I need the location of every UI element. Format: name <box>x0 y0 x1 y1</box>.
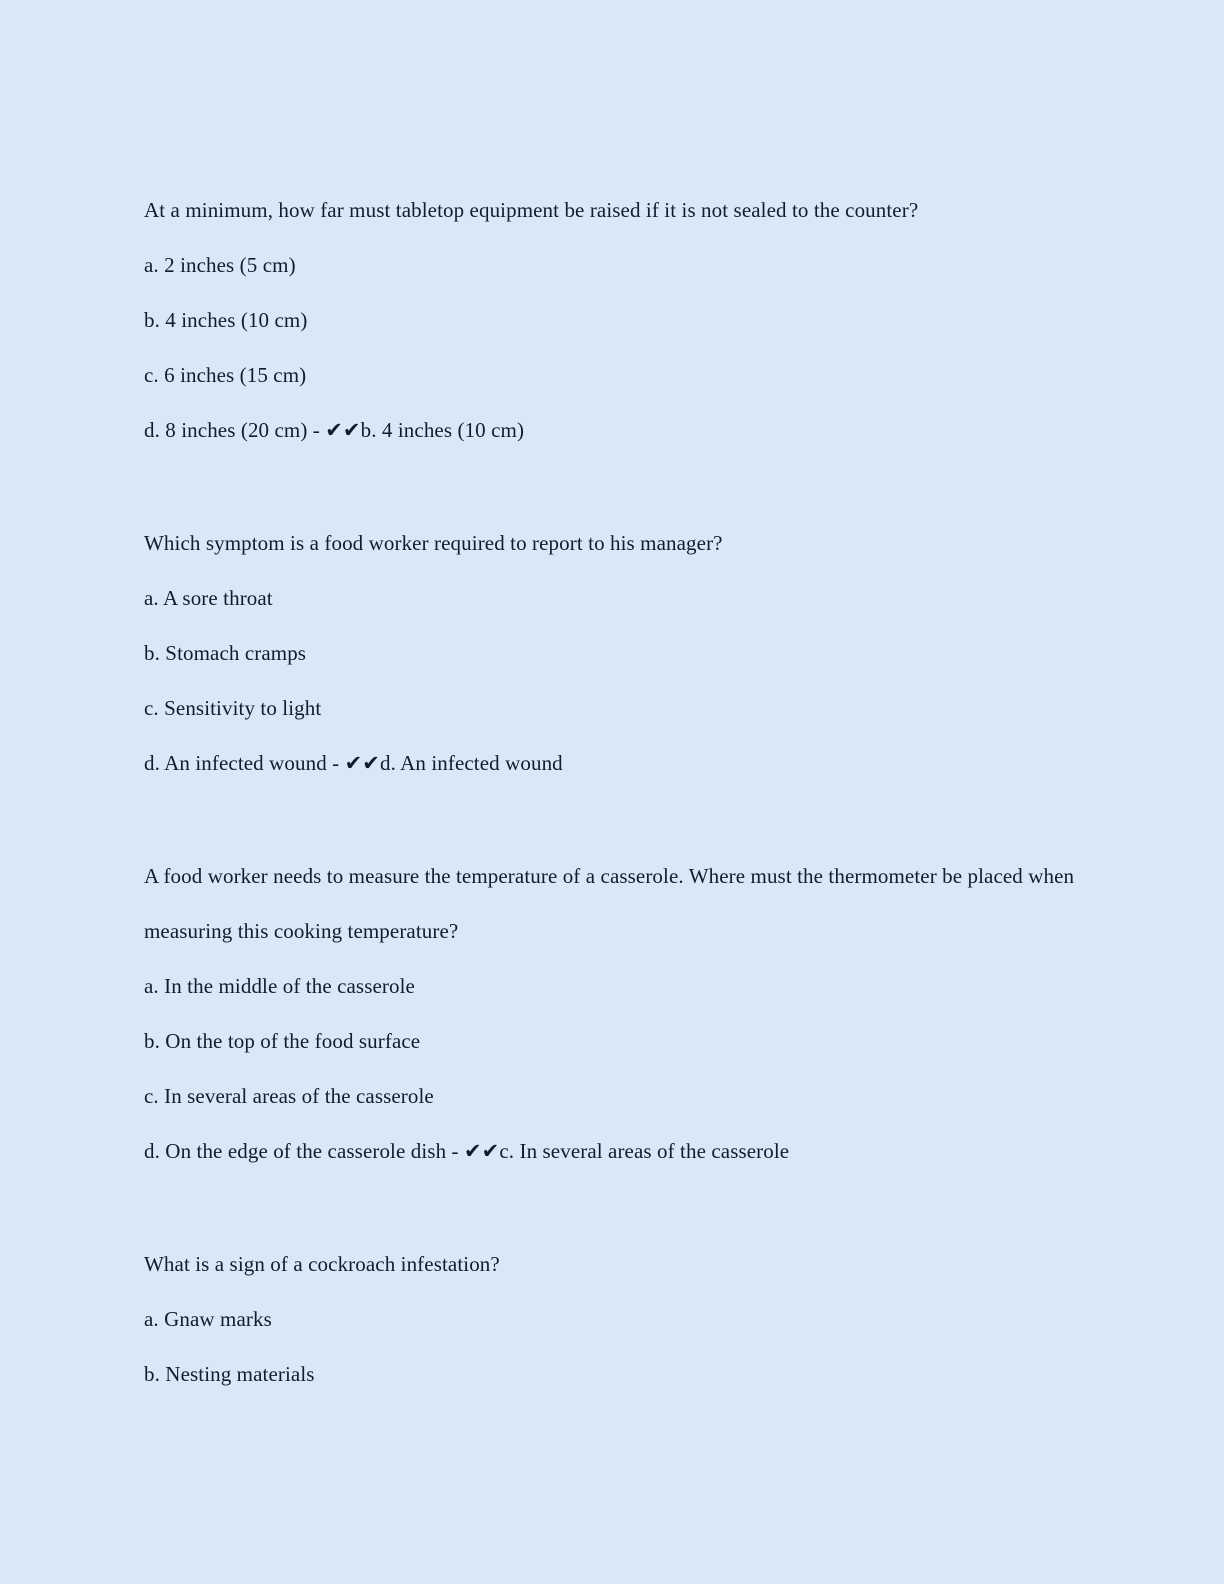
answer-option-b: b. Nesting materials <box>144 1362 315 1386</box>
question-block-2 <box>144 516 1084 791</box>
question-text: What is a sign of a cockroach infestation? <box>144 1252 500 1276</box>
answer-option-c: c. 6 inches (15 cm) <box>144 363 307 387</box>
answer-option-b: b. 4 inches (10 cm) <box>144 308 308 332</box>
answer-option-a: a. A sore throat <box>144 586 273 610</box>
answer-option-d: d. An infected wound - ✔✔d. An infected wound <box>144 751 563 775</box>
answer-option-a: a. In the middle of the casserole <box>144 974 415 998</box>
answer-option-d: d. 8 inches (20 cm) - ✔✔b. 4 inches (10 cm) <box>144 418 525 442</box>
question-block-4 <box>144 1237 1084 1402</box>
question-block-1 <box>144 183 1084 458</box>
answer-option-a: a. Gnaw marks <box>144 1307 272 1331</box>
question-text: Which symptom is a food worker required to report to his manager? <box>144 531 723 555</box>
answer-option-a: a. 2 inches (5 cm) <box>144 253 296 277</box>
question-block-3 <box>144 849 1084 1179</box>
answer-option-c: c. Sensitivity to light <box>144 696 322 720</box>
question-text: At a minimum, how far must tabletop equipment be raised if it is not sealed to the counter? <box>144 198 919 222</box>
answer-option-b: b. Stomach cramps <box>144 641 307 665</box>
answer-option-b: b. On the top of the food surface <box>144 1029 421 1053</box>
question-text: A food worker needs to measure the temperature of a casserole. Where must the thermometer be placed when measuring this cooking temperature? <box>144 864 1075 943</box>
answer-option-d: d. On the edge of the casserole dish - ✔✔c. In several areas of the casserole <box>144 1139 790 1163</box>
answer-option-c: c. In several areas of the casserole <box>144 1084 434 1108</box>
